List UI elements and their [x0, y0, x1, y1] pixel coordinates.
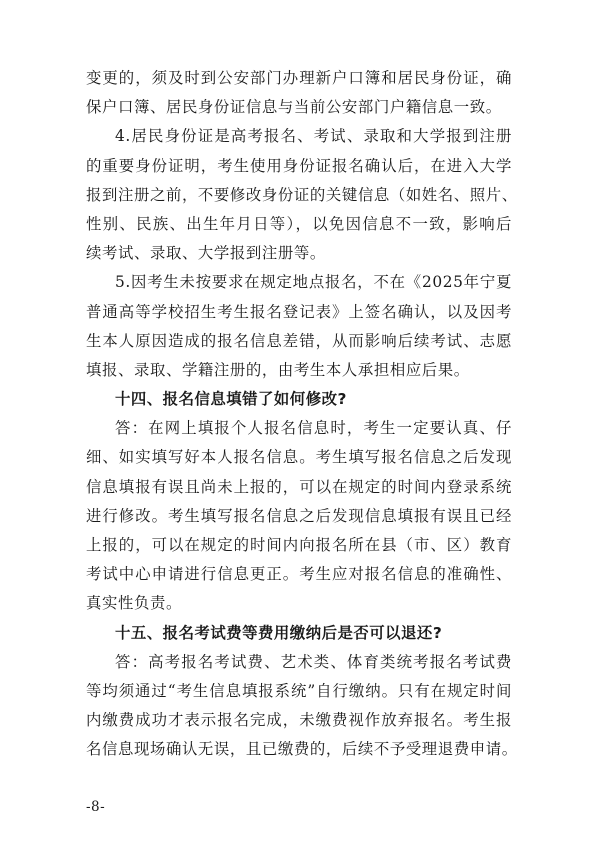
paragraph-line: 变更的，须及时到公安部门办理新户口簿和居民身份证，确: [86, 69, 512, 87]
paragraph-line: 4.居民身份证是高考报名、考试、录取和大学报到注册: [115, 127, 512, 146]
paragraph-line: 填报、录取、学籍注册的，由考生本人承担相应后果。: [86, 360, 470, 379]
paragraph-line: 内缴费成功才表示报名完成，未缴费视作放弃报名。考生报: [86, 711, 512, 730]
paragraph-line: 考试中心申请进行信息更正。考生应对报名信息的准确性、: [86, 565, 512, 584]
paragraph-line: 保户口簿、居民身份证信息与当前公安部门户籍信息一致。: [86, 98, 502, 117]
paragraph-line: 真实性负责。: [86, 594, 182, 613]
paragraph-line: 5.因考生未按要求在规定地点报名，不在《2025年宁夏: [115, 273, 512, 292]
section-heading: 十四、报名信息填错了如何修改?: [115, 390, 347, 409]
paragraph-line: 续考试、录取、大学报到注册等。: [86, 244, 326, 263]
paragraph-line: 细、如实填写好本人报名信息。考生填写报名信息之后发现: [86, 448, 512, 467]
section-heading: 十五、报名考试费等费用缴纳后是否可以退还?: [115, 623, 443, 642]
paragraph-line: 答：在网上填报个人报名信息时，考生一定要认真、仔: [115, 419, 512, 438]
paragraph-line: 的重要身份证明，考生使用身份证报名确认后，在进入大学: [86, 156, 512, 175]
paragraph-line: 名信息现场确认无误，且已缴费的，后续不予受理退费申请。: [86, 740, 518, 759]
paragraph-line: 等均须通过“考生信息填报系统”自行缴纳。只有在规定时间: [86, 681, 512, 700]
paragraph-line: 生本人原因造成的报名信息差错，从而影响后续考试、志愿: [86, 331, 512, 350]
paragraph-line: 答：高考报名考试费、艺术类、体育类统考报名考试费: [115, 652, 512, 671]
page-number: -8-: [86, 799, 106, 815]
paragraph-line: 性别、民族、出生年月日等），以免因信息不一致，影响后: [86, 214, 512, 233]
body-text: [86, 64, 518, 765]
paragraph-line: 上报的，可以在规定的时间内向报名所在县（市、区）教育: [86, 536, 512, 554]
paragraph-line: 进行修改。考生填写报名信息之后发现信息填报有误且已经: [86, 506, 512, 525]
paragraph-line: 信息填报有误且尚未上报的，可以在规定的时间内登录系统: [86, 477, 512, 496]
paragraph-line: 报到注册之前，不要修改身份证的关键信息（如姓名、照片、: [86, 185, 518, 204]
paragraph-line: 普通高等学校招生考生报名登记表》上签名确认，以及因考: [86, 302, 512, 321]
